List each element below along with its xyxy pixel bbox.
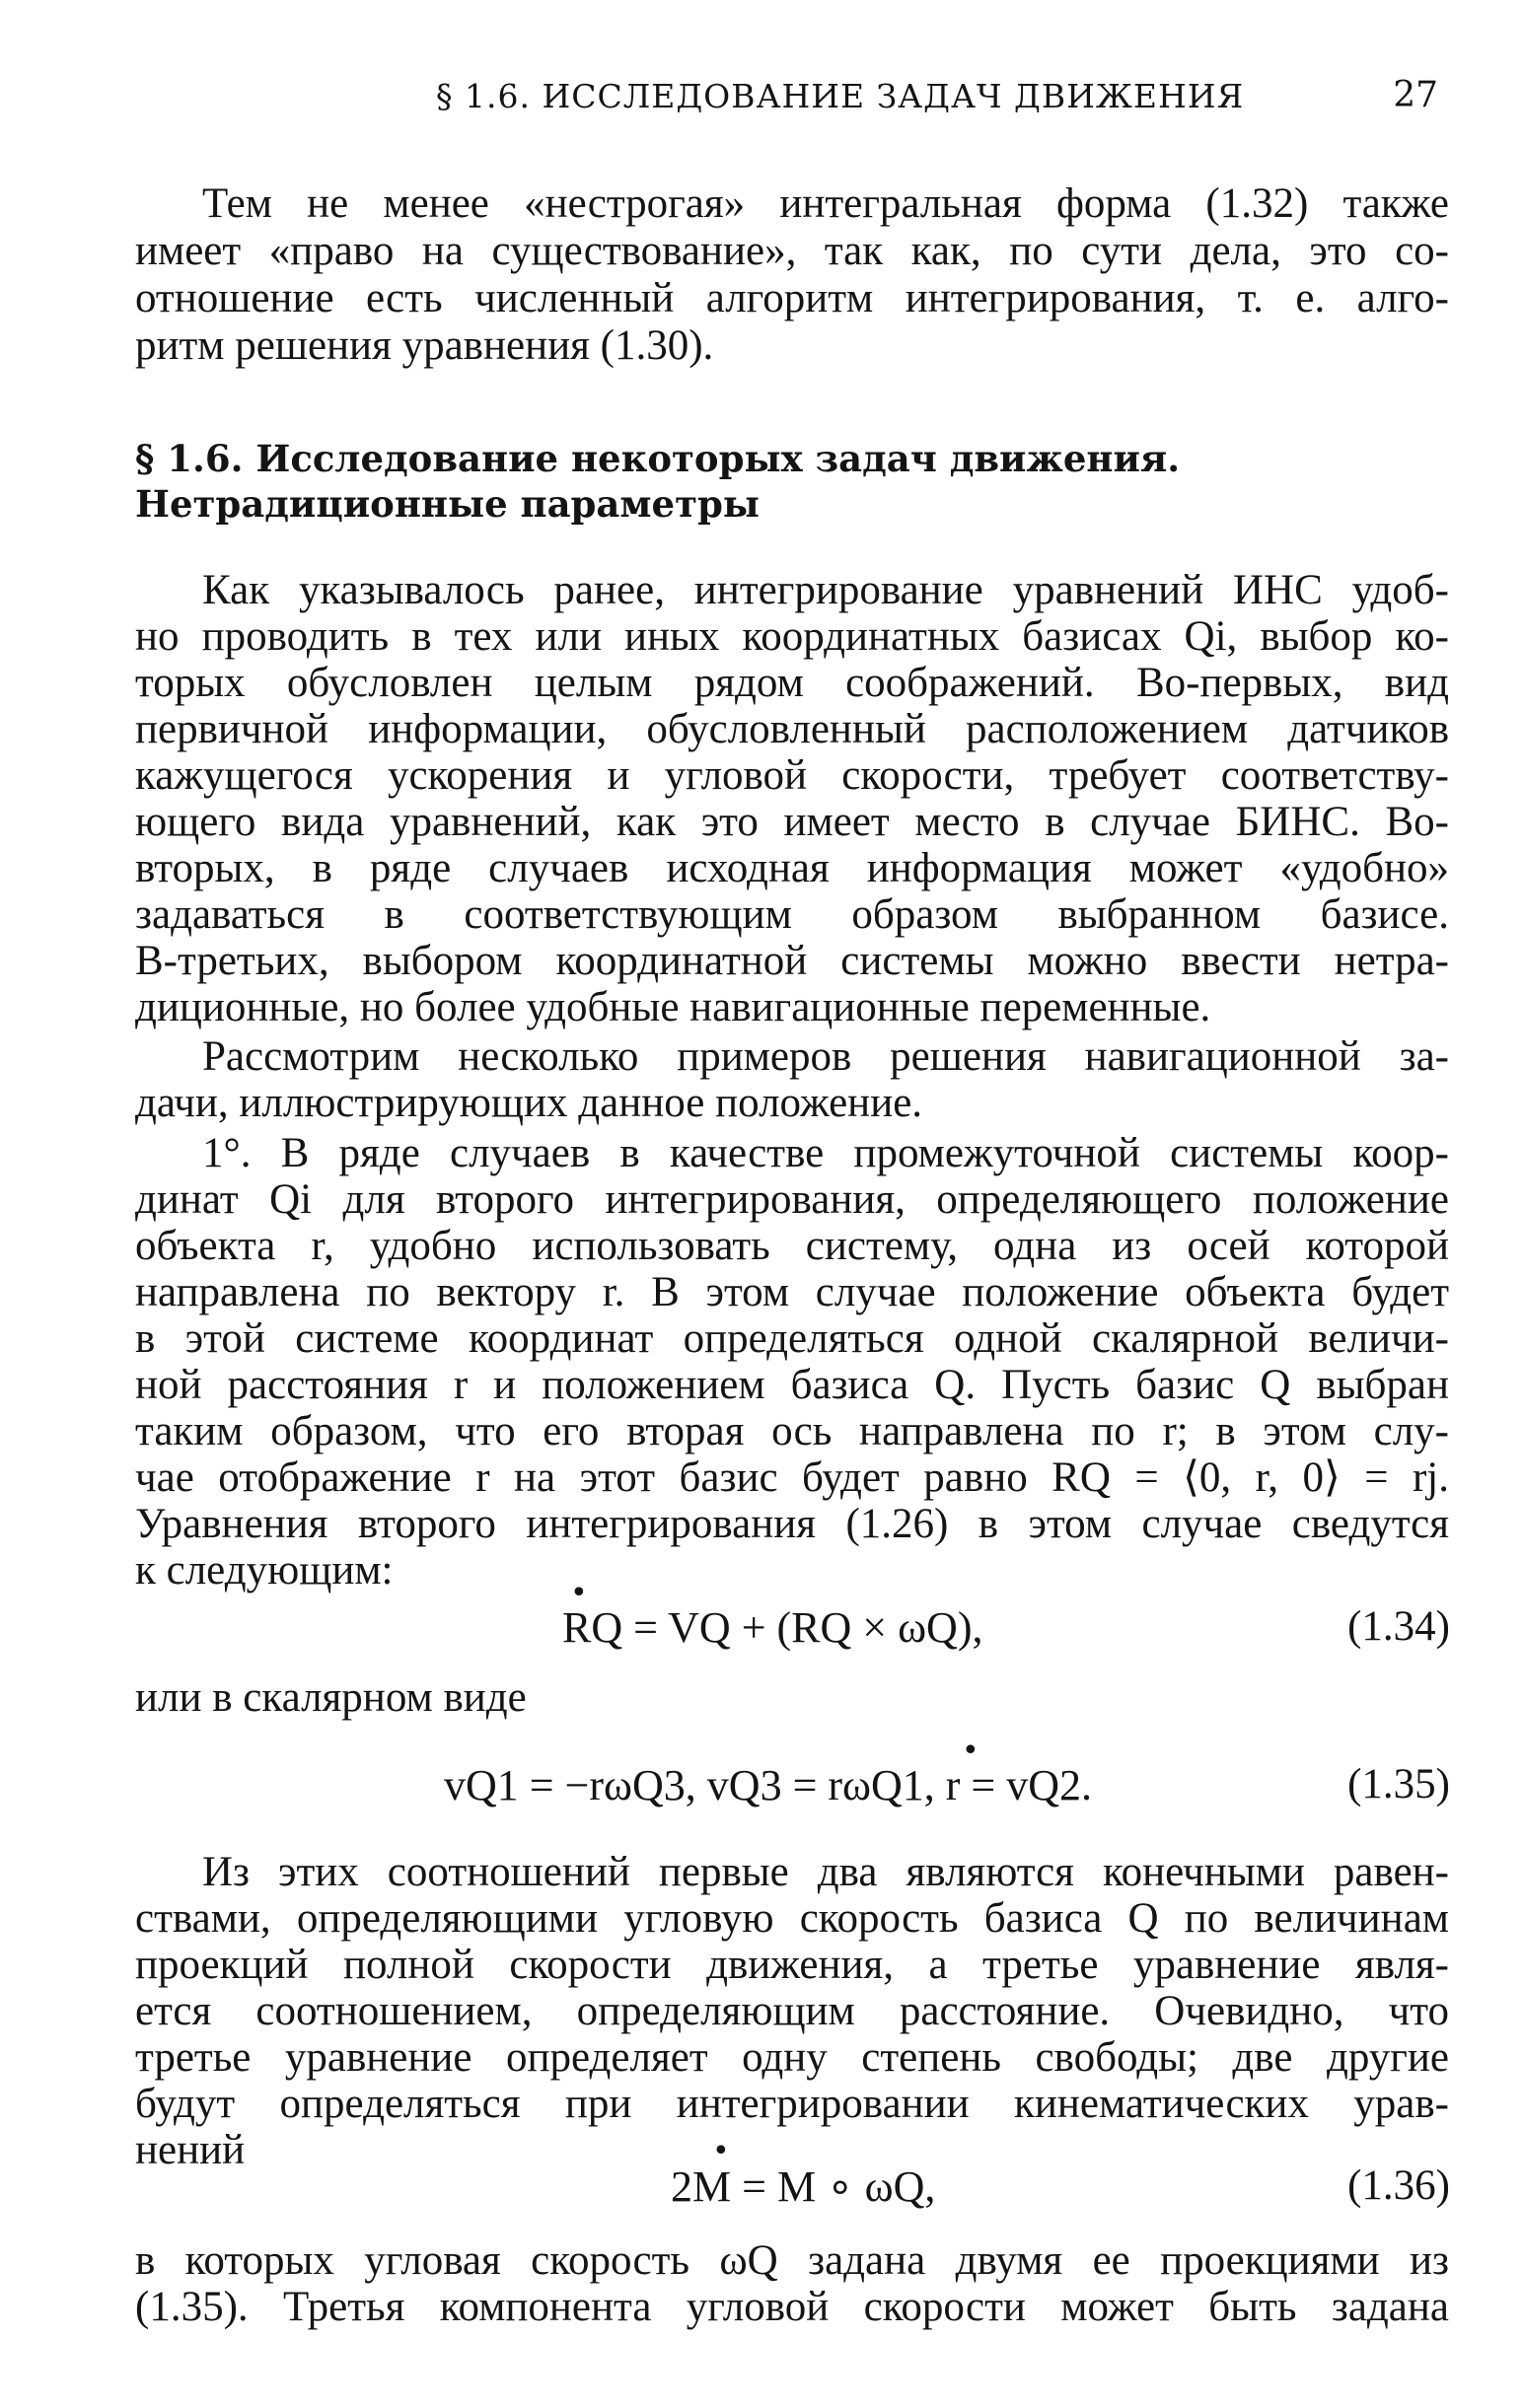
equation-number-1-36: (1.36) (1347, 2162, 1450, 2209)
section-heading: § 1.6. Исследование некоторых задач движения. (135, 437, 1181, 480)
para3-line: дачи, иллюстрирующих данное положение. (135, 1080, 923, 1126)
para4-line: в этой системе координат определяться одной скалярной величи- (135, 1315, 1449, 1362)
para5-line: будут определяться при интегрировании кинематических урав- (135, 2081, 1449, 2127)
para2-line: Как указывалось ранее, интегрирование уравнений ИНС удоб- (202, 567, 1449, 613)
time-derivative-dot: • (712, 2134, 730, 2168)
para5-line: ствами, определяющими угловую скорость базиса Q по величинам (135, 1895, 1449, 1942)
equation-1-34: RQ = VQ + (RQ × ωQ), (562, 1603, 983, 1652)
para4-line: динат Qi для второго интегрирования, определяющего положение (135, 1176, 1449, 1223)
para1-line: отношение есть численный алгоритм интегрирования, т. е. алго- (135, 275, 1449, 321)
equation-number-1-35: (1.35) (1347, 1761, 1450, 1807)
equation-1-36: 2M = M ∘ ωQ, (671, 2162, 936, 2211)
running-title: § 1.6. ИССЛЕДОВАНИЕ ЗАДАЧ ДВИЖЕНИЯ (436, 77, 1245, 115)
para5-line: третье уравнение определяет одну степень свободы; две другие (135, 2034, 1449, 2081)
equation-number-1-34: (1.34) (1347, 1603, 1450, 1650)
para4-line: Уравнения второго интегрирования (1.26) в этом случае сведутся (135, 1501, 1449, 1547)
para4-line: таким образом, что его вторая ось направлена по r; в этом слу- (135, 1408, 1449, 1454)
para4-line: направлена по вектору r. В этом случае положение объекта будет (135, 1269, 1449, 1315)
para6-line: в которых угловая скорость ωQ задана двумя ее проекциями из (135, 2237, 1449, 2284)
para4-line: объекта r, удобно использовать систему, одна из осей которой (135, 1223, 1449, 1269)
section-subheading: Нетрадиционные параметры (135, 482, 760, 526)
para1-line: Тем не менее «нестрогая» интегральная форма (1.32) также (202, 180, 1449, 227)
scalar-form-intro: или в скалярном виде (135, 1674, 527, 1721)
para5-line: ется соотношением, определяющим расстояние. Очевидно, что (135, 1988, 1449, 2034)
para4-line: чае отображение r на этот базис будет равно RQ = ⟨0, r, 0⟩ = rj. (135, 1454, 1449, 1501)
equation-1-35: vQ1 = −rωQ3, vQ3 = rωQ1, r = vQ2. (444, 1761, 1093, 1809)
para2-line: кажущегося ускорения и угловой скорости, требует соответству- (135, 752, 1449, 799)
para2-line: ющего вида уравнений, как это имеет место в случае БИНС. Во- (135, 799, 1449, 845)
para2-line: первичной информации, обусловленный расположением датчиков (135, 706, 1449, 752)
para5-line: нений (135, 2127, 246, 2173)
para2-line: диционные, но более удобные навигационные переменные. (135, 984, 1211, 1030)
para2-line: вторых, в ряде случаев исходная информация может «удобно» (135, 845, 1449, 891)
para1-line: имеет «право на существование», так как, по сути дела, это со- (135, 228, 1449, 274)
para2-line: торых обусловлен целым рядом соображений. Во-первых, вид (135, 660, 1449, 706)
page-number: 27 (1393, 75, 1438, 115)
para1-line: ритм решения уравнения (1.30). (135, 322, 714, 369)
para4-line: к следующим: (135, 1547, 394, 1594)
para2-line: В-третьих, выбором координатной системы можно ввести нетра- (135, 938, 1449, 984)
time-derivative-dot: • (962, 1734, 979, 1768)
para2-line: задаваться в соответствующим образом выбранном базисе. (135, 891, 1449, 938)
para2-line: но проводить в тех или иных координатных базисах Qi, выбор ко- (135, 613, 1449, 660)
para4-line: 1°. В ряде случаев в качестве промежуточной системы коор- (202, 1130, 1449, 1176)
para6-line: (1.35). Третья компонента угловой скорости может быть задана (135, 2284, 1449, 2330)
time-derivative-dot: • (570, 1576, 588, 1610)
para4-line: ной расстояния r и положением базиса Q. Пусть базис Q выбран (135, 1362, 1449, 1408)
para3-line: Рассмотрим несколько примеров решения навигационной за- (202, 1033, 1449, 1080)
para5-line: Из этих соотношений первые два являются конечными равен- (202, 1849, 1449, 1895)
para5-line: проекций полной скорости движения, а третье уравнение явля- (135, 1942, 1449, 1988)
